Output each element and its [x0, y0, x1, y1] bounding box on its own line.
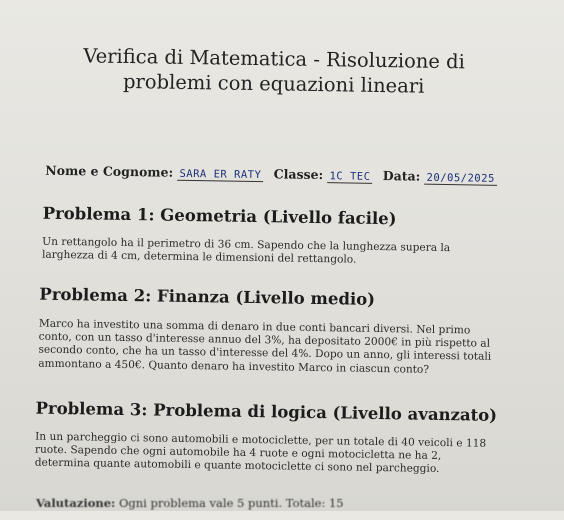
- evaluation-label: Valutazione:: [36, 496, 116, 510]
- problem-3-text: In un parcheggio ci sono automobili e motociclette, per un totale di 40 veicoli e 118 ruote. Sapendo che ogni automobile ha 4 ruote e ogni motocicletta ne ha 2, determina quante automobili e quante motociclette ci sono nel parcheggio.: [34, 430, 487, 476]
- evaluation-text: Ogni problema vale 5 punti. Totale: 15: [118, 496, 344, 510]
- date-value: 20/05/2025: [424, 172, 496, 186]
- date-label: Data:: [382, 168, 421, 184]
- evaluation-note: [36, 496, 344, 510]
- class-label: Classe:: [273, 166, 324, 183]
- name-value: SARA ER RATY: [177, 168, 263, 182]
- problem-2-heading: Problema 2: Finanza (Livello medio): [39, 284, 376, 309]
- student-info-line: [45, 163, 515, 185]
- problem-2-text: Marco ha investito una somma di denaro in due conti bancari diversi. Nel primo conto, con un tasso d'interesse annuo del 3%, ha depositato 2000€ in più rispetto al secondo conto, che ha un tasso d'interesse del 4%. Dopo un anno, gli interessi totali ammontano a 450€. Quanto denaro ha investito Marco in ciascun conto?: [38, 317, 492, 376]
- problem-3-heading: Problema 3: Problema di logica (Livello avanzato): [35, 398, 498, 425]
- problem-1-heading: Problema 1: Geometria (Livello facile): [42, 203, 397, 229]
- page-title: Verifica di Matematica - Risoluzione di problemi con equazioni lineari: [83, 44, 466, 98]
- problem-1-text: Un rettangolo ha il perimetro di 36 cm. Sapendo che la lunghezza supera la larghezza di 4 cm, determina le dimensioni del rettangolo.: [41, 235, 451, 266]
- name-label: Nome e Cognome:: [45, 162, 174, 180]
- class-value: 1C TEC: [327, 170, 372, 184]
